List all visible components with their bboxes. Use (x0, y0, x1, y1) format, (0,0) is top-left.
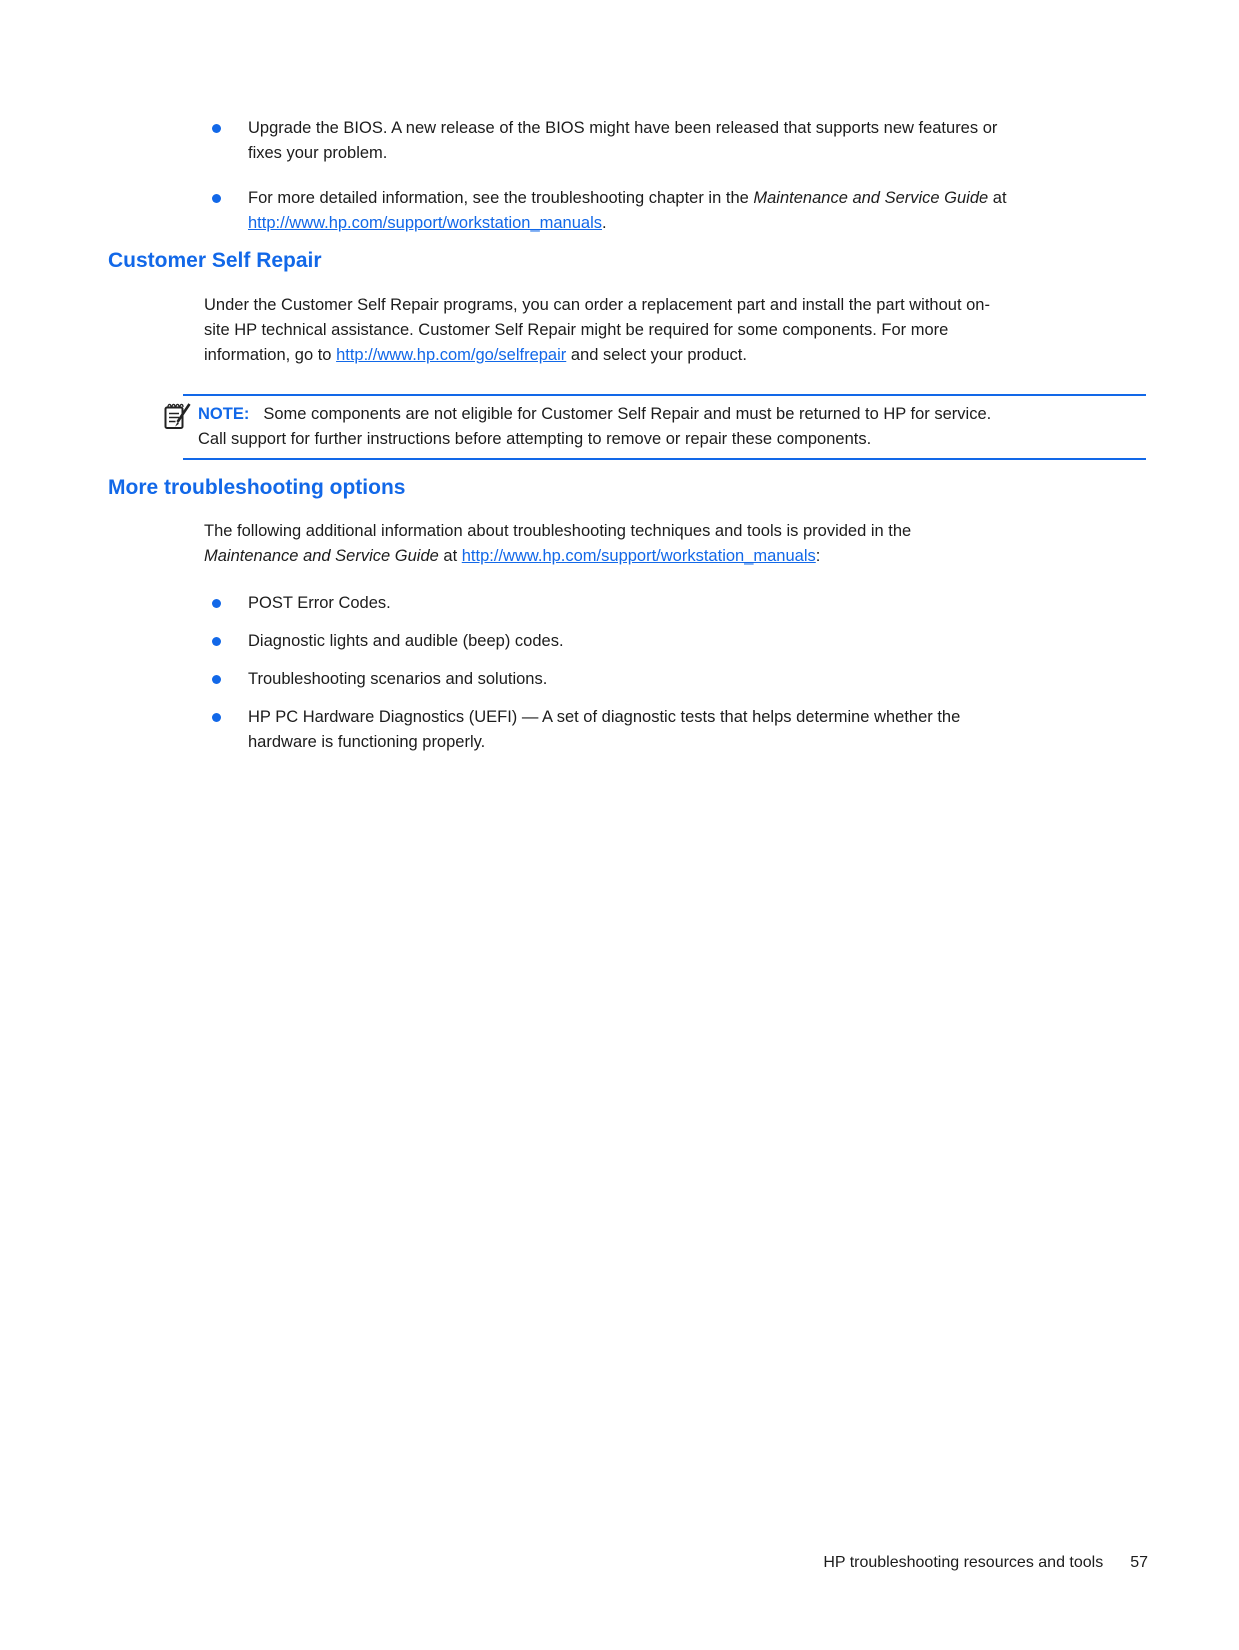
more-troubleshooting-paragraph (204, 519, 1154, 569)
text-segment: HP PC Hardware Diagnostics (UEFI) — A set of diagnostic tests that helps determine whether the (248, 708, 961, 726)
bullet-dot-icon (212, 675, 221, 684)
list-item (204, 591, 1154, 616)
note-callout (183, 394, 1146, 460)
text-segment: Under the Customer Self Repair programs, you can order a replacement part and install the part without on- (204, 296, 990, 314)
list-item (204, 705, 1154, 755)
list-item (204, 116, 1154, 166)
footer-page-number: 57 (1130, 1554, 1148, 1571)
text-segment: . (602, 214, 607, 232)
bullet-dot-icon (212, 194, 221, 203)
text-segment: Diagnostic lights and audible (beep) codes. (248, 632, 564, 650)
text-segment: at (438, 547, 462, 565)
text-segment: site HP technical assistance. Customer Self Repair might be required for some components. For more (204, 321, 949, 339)
text-segment: information, go to (204, 346, 337, 364)
page-footer (823, 1552, 1148, 1574)
text-segment: Call support for further instructions before attempting to remove or repair these components. (198, 430, 872, 448)
bullet-dot-icon (212, 713, 221, 722)
list-item (204, 629, 1154, 654)
note-body (198, 405, 991, 448)
note-label: NOTE: (198, 405, 250, 423)
text-segment: fixes your problem. (248, 144, 388, 162)
text-segment: Maintenance and Service Guide (204, 547, 439, 565)
footer-section-title: HP troubleshooting resources and tools (823, 1554, 1104, 1571)
text-segment: The following additional information about troubleshooting techniques and tools is provided in the (204, 522, 912, 540)
text-segment: Troubleshooting scenarios and solutions. (248, 670, 548, 688)
text-segment: POST Error Codes. (248, 594, 391, 612)
list-item (204, 186, 1154, 236)
section-heading-customer-self-repair: Customer Self Repair (108, 249, 322, 272)
customer-self-repair-paragraph (204, 293, 1154, 368)
section-heading-more-troubleshooting-options: More troubleshooting options (108, 476, 406, 499)
text-segment: Maintenance and Service Guide (753, 189, 989, 207)
hyperlink[interactable]: http://www.hp.com/support/workstation_manuals (248, 214, 603, 232)
text-segment: at (988, 189, 1007, 207)
notepad-pencil-icon (162, 400, 194, 432)
text-segment: : (815, 547, 821, 565)
bullet-text (248, 189, 1007, 232)
text-segment: and select your product. (566, 346, 747, 364)
text-segment: hardware is functioning properly. (248, 733, 486, 751)
bullet-text (248, 119, 997, 162)
text-segment: Upgrade the BIOS. A new release of the BIOS might have been released that supports new features or (248, 119, 998, 137)
bullet-dot-icon (212, 599, 221, 608)
text-segment: Some components are not eligible for Customer Self Repair and must be returned to HP for service. (263, 405, 992, 423)
bullet-text (248, 708, 960, 751)
bullet-text (248, 632, 564, 650)
bullet-dot-icon (212, 637, 221, 646)
hyperlink[interactable]: http://www.hp.com/go/selfrepair (336, 346, 567, 364)
note-text (198, 402, 1140, 452)
intro-bullet-list (204, 116, 1154, 256)
bullet-text (248, 594, 391, 612)
bullet-text (248, 670, 547, 688)
list-item (204, 667, 1154, 692)
text-segment: For more detailed information, see the troubleshooting chapter in the (248, 189, 754, 207)
troubleshooting-bullet-list (204, 591, 1154, 768)
bullet-dot-icon (212, 124, 221, 133)
hyperlink[interactable]: http://www.hp.com/support/workstation_manuals (461, 547, 816, 565)
